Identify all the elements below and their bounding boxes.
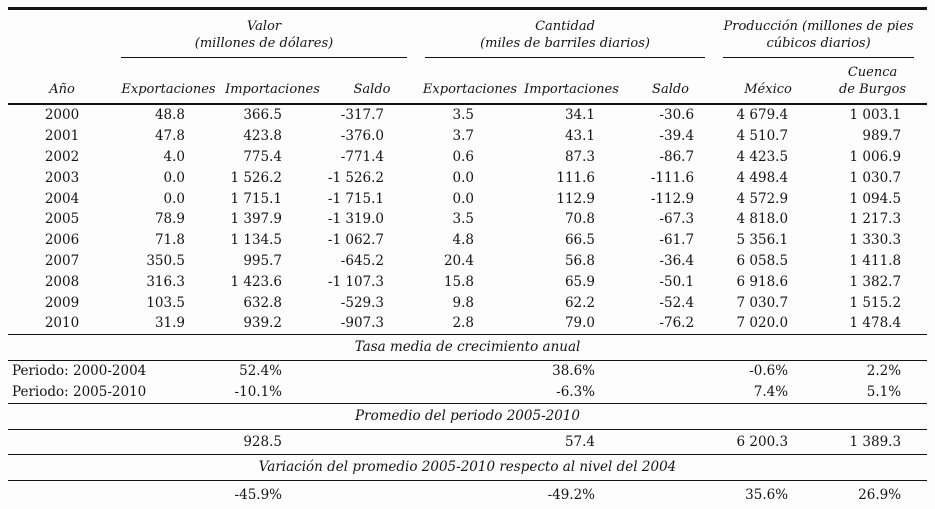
value-cell: -76.2 xyxy=(659,315,695,332)
group-header-spacer xyxy=(8,9,116,59)
promedio-cantidad-cell: 57.4 xyxy=(520,429,623,454)
promedio-cuenca-cell: 1 389.3 xyxy=(818,429,927,454)
value-cell: -67.3 xyxy=(659,211,695,228)
year-cell: 2010 xyxy=(44,315,80,332)
value-cell: 34.1 xyxy=(564,107,596,124)
period-label: Periodo: 2005-2010 xyxy=(12,384,147,401)
value-cell: 366.5 xyxy=(243,107,282,124)
value-cell: 1 478.4 xyxy=(849,315,902,332)
variacion-values-row xyxy=(8,480,927,509)
value-cell: 775.4 xyxy=(243,148,282,165)
group-valor-title: Valor xyxy=(246,19,282,34)
variacion-valor-cell: -45.9% xyxy=(221,480,324,509)
value-cell: -1 107.3 xyxy=(327,273,385,290)
value-cell: 1 003.1 xyxy=(849,107,902,124)
growth-title-row xyxy=(8,334,927,360)
variacion-title-row xyxy=(8,454,927,480)
column-header-ano: Año xyxy=(8,58,116,104)
table-row xyxy=(8,188,927,209)
value-cell: 4.8 xyxy=(452,232,475,249)
value-cell: 6 918.6 xyxy=(736,273,789,290)
year-cell: 2001 xyxy=(44,128,80,145)
statistics-table xyxy=(8,7,927,509)
group-cantidad-unit: (miles de barriles diarios) xyxy=(480,35,650,51)
table-row xyxy=(8,271,927,292)
value-cell: 350.5 xyxy=(146,252,185,269)
table-row xyxy=(8,147,927,168)
value-cell: 316.3 xyxy=(146,273,185,290)
value-cell: 5 356.1 xyxy=(736,232,789,249)
value-cell: 1 715.1 xyxy=(230,190,282,207)
value-cell: 48.8 xyxy=(154,107,185,124)
empty-cell xyxy=(623,360,718,382)
value-cell: 3.5 xyxy=(452,211,475,228)
value-cell: 632.8 xyxy=(243,294,282,311)
growth-valor-cell: 52.4% xyxy=(221,360,324,382)
variacion-cantidad-cell: -49.2% xyxy=(520,480,623,509)
empty-cell xyxy=(420,429,520,454)
value-cell: 4 498.4 xyxy=(736,169,789,186)
growth-valor-cell: -10.1% xyxy=(234,384,282,401)
empty-cell xyxy=(324,480,420,509)
empty-cell xyxy=(420,382,520,404)
value-cell: 423.8 xyxy=(243,128,282,145)
value-cell: -111.6 xyxy=(650,169,695,186)
group-header-row xyxy=(8,9,927,59)
empty-cell xyxy=(420,480,520,509)
value-cell: -771.4 xyxy=(340,148,385,165)
value-cell: -317.7 xyxy=(340,107,385,124)
growth-mexico-cell: -0.6% xyxy=(718,360,818,382)
value-cell: -30.6 xyxy=(659,107,695,124)
empty-cell xyxy=(324,429,420,454)
table-row xyxy=(8,251,927,272)
group-produccion-unit: cúbicos diarios) xyxy=(766,35,871,51)
group-cantidad-title: Cantidad xyxy=(535,19,595,34)
value-cell: 7 020.0 xyxy=(736,315,789,332)
group-header-produccion xyxy=(718,9,927,59)
value-cell: 3.5 xyxy=(452,107,475,124)
value-cell: 1 526.2 xyxy=(230,169,282,186)
table-header xyxy=(8,9,927,105)
year-cell: 2007 xyxy=(44,252,80,269)
year-rows xyxy=(8,104,927,334)
group-valor-unit: (millones de dólares) xyxy=(194,35,334,51)
empty-cell xyxy=(8,480,221,509)
growth-cuenca-cell: 5.1% xyxy=(866,384,902,401)
table-row xyxy=(8,230,927,251)
year-cell: 2006 xyxy=(44,232,80,249)
year-cell: 2003 xyxy=(44,169,80,186)
promedio-valor-cell: 928.5 xyxy=(221,429,324,454)
column-header-row xyxy=(8,58,927,104)
promedio-mexico-cell: 6 200.3 xyxy=(718,429,818,454)
promedio-values-row xyxy=(8,429,927,454)
value-cell: 1 217.3 xyxy=(849,211,902,228)
value-cell: 939.2 xyxy=(243,315,282,332)
year-cell: 2008 xyxy=(44,273,80,290)
growth-row-2005-2010 xyxy=(8,382,927,404)
value-cell: 65.9 xyxy=(564,273,596,290)
value-cell: -1 319.0 xyxy=(327,211,385,228)
column-header-saldo-valor: Saldo xyxy=(324,58,420,104)
value-cell: 1 423.6 xyxy=(230,273,282,290)
column-header-importaciones-cantidad: Importaciones xyxy=(520,58,623,104)
value-cell: 4 423.5 xyxy=(736,148,789,165)
value-cell: 4 679.4 xyxy=(736,107,789,124)
value-cell: 1 397.9 xyxy=(230,211,282,228)
cuenca-line1: Cuenca xyxy=(847,65,898,80)
table-row xyxy=(8,167,927,188)
year-cell: 2004 xyxy=(44,190,80,207)
value-cell: 0.0 xyxy=(452,169,475,186)
value-cell: 1 006.9 xyxy=(849,148,902,165)
column-header-exportaciones-valor: Exportaciones xyxy=(116,58,221,104)
value-cell: 1 134.5 xyxy=(230,232,282,249)
value-cell: 78.9 xyxy=(154,211,185,228)
value-cell: 56.8 xyxy=(564,252,596,269)
value-cell: 62.2 xyxy=(564,294,596,311)
value-cell: -61.7 xyxy=(659,232,695,249)
value-cell: 15.8 xyxy=(443,273,475,290)
empty-cell xyxy=(324,382,420,404)
value-cell: -529.3 xyxy=(340,294,385,311)
value-cell: -39.4 xyxy=(659,128,695,145)
value-cell: 4.0 xyxy=(163,148,185,165)
value-cell: -52.4 xyxy=(659,294,695,311)
year-cell: 2000 xyxy=(44,107,80,124)
value-cell: 989.7 xyxy=(862,128,902,145)
variacion-cuenca-cell: 26.9% xyxy=(818,480,927,509)
value-cell: 1 515.2 xyxy=(849,294,902,311)
value-cell: 66.5 xyxy=(564,232,596,249)
growth-cantidad-cell: -6.3% xyxy=(556,384,596,401)
empty-cell xyxy=(623,382,718,404)
promedio-title-row xyxy=(8,403,927,429)
value-cell: 0.0 xyxy=(163,169,185,186)
growth-cuenca-cell: 2.2% xyxy=(818,360,927,382)
value-cell: 71.8 xyxy=(154,232,185,249)
empty-cell xyxy=(420,360,520,382)
table-row xyxy=(8,126,927,147)
value-cell: 111.6 xyxy=(556,169,596,186)
year-cell: 2009 xyxy=(44,294,80,311)
value-cell: 4 510.7 xyxy=(736,128,789,145)
value-cell: 995.7 xyxy=(243,252,282,269)
value-cell: 6 058.5 xyxy=(736,252,789,269)
column-header-cuenca-de-burgos xyxy=(818,58,927,104)
value-cell: 1 030.7 xyxy=(849,169,902,186)
table-row xyxy=(8,313,927,334)
value-cell: 7 030.7 xyxy=(736,294,789,311)
value-cell: 1 094.5 xyxy=(849,190,902,207)
column-header-mexico: México xyxy=(718,58,818,104)
empty-cell xyxy=(324,360,420,382)
value-cell: 103.5 xyxy=(146,294,185,311)
growth-mexico-cell: 7.4% xyxy=(753,384,789,401)
growth-section-title: Tasa media de crecimiento anual xyxy=(8,334,927,360)
value-cell: -907.3 xyxy=(340,315,385,332)
growth-row-2000-2004 xyxy=(8,360,927,382)
value-cell: -645.2 xyxy=(340,252,385,269)
summary-sections xyxy=(8,334,927,509)
value-cell: 0.6 xyxy=(452,148,475,165)
table-row xyxy=(8,292,927,313)
value-cell: 87.3 xyxy=(564,148,596,165)
value-cell: 3.7 xyxy=(452,128,475,145)
group-produccion-title: Producción (millones de pies xyxy=(723,19,914,34)
empty-cell xyxy=(623,480,718,509)
variacion-section-title: Variación del promedio 2005-2010 respecto al nivel del 2004 xyxy=(8,454,927,480)
value-cell: 79.0 xyxy=(564,315,596,332)
value-cell: 4 572.9 xyxy=(736,190,789,207)
value-cell: 0.0 xyxy=(452,190,475,207)
value-cell: -86.7 xyxy=(659,148,695,165)
value-cell: 4 818.0 xyxy=(736,211,789,228)
period-label: Periodo: 2000-2004 xyxy=(8,360,221,382)
year-cell: 2002 xyxy=(44,148,80,165)
value-cell: 112.9 xyxy=(556,190,596,207)
value-cell: 20.4 xyxy=(443,252,475,269)
value-cell: -376.0 xyxy=(340,128,385,145)
value-cell: -112.9 xyxy=(650,190,695,207)
promedio-section-title: Promedio del periodo 2005-2010 xyxy=(8,403,927,429)
value-cell: 9.8 xyxy=(452,294,475,311)
empty-cell xyxy=(623,429,718,454)
value-cell: -1 715.1 xyxy=(327,190,385,207)
value-cell: 31.9 xyxy=(154,315,185,332)
value-cell: 1 411.8 xyxy=(849,252,902,269)
column-header-exportaciones-cantidad: Exportaciones xyxy=(420,58,520,104)
value-cell: 70.8 xyxy=(564,211,596,228)
value-cell: -36.4 xyxy=(659,252,695,269)
value-cell: 1 330.3 xyxy=(849,232,902,249)
value-cell: 47.8 xyxy=(154,128,185,145)
growth-cantidad-cell: 38.6% xyxy=(520,360,623,382)
value-cell: 2.8 xyxy=(452,315,475,332)
cuenca-line2: de Burgos xyxy=(838,81,907,97)
value-cell: 43.1 xyxy=(564,128,596,145)
value-cell: -50.1 xyxy=(659,273,695,290)
value-cell: -1 526.2 xyxy=(327,169,385,186)
variacion-mexico-cell: 35.6% xyxy=(718,480,818,509)
value-cell: -1 062.7 xyxy=(327,232,385,249)
empty-cell xyxy=(8,429,221,454)
group-header-cantidad xyxy=(420,9,718,59)
year-cell: 2005 xyxy=(44,211,80,228)
table-row xyxy=(8,104,927,126)
column-header-importaciones-valor: Importaciones xyxy=(221,58,324,104)
column-header-saldo-cantidad: Saldo xyxy=(623,58,718,104)
value-cell: 0.0 xyxy=(163,190,185,207)
table-row xyxy=(8,209,927,230)
group-header-valor xyxy=(116,9,420,59)
value-cell: 1 382.7 xyxy=(849,273,902,290)
